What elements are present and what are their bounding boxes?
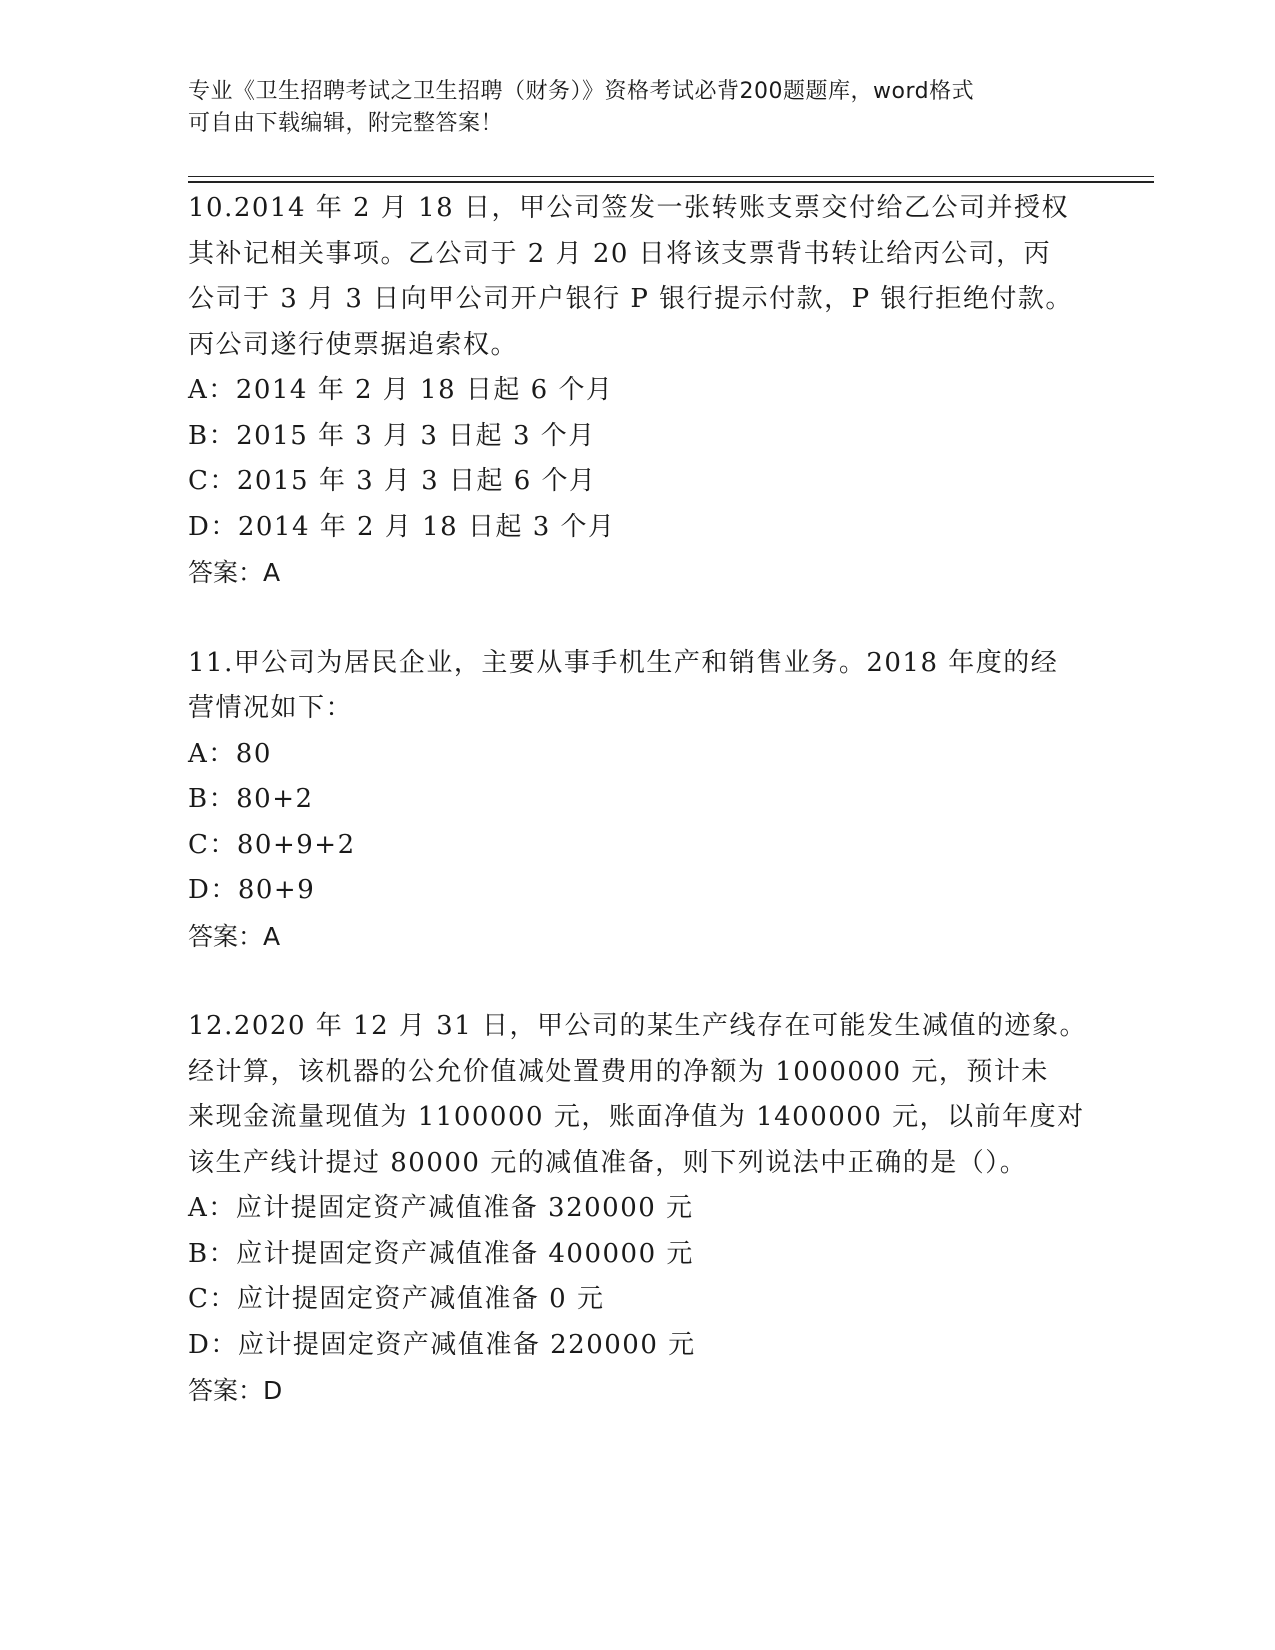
question-11-option-c: C：80+9+2 [188, 829, 356, 860]
question-12-option-d: D：应计提固定资产减值准备 220000 元 [188, 1329, 696, 1360]
question-12-line-1: 12.2020 年 12 月 31 日，甲公司的某生产线存在可能发生减值的迹象。 [188, 1011, 1088, 1041]
question-12-line-3: 来现金流量现值为 1100000 元，账面净值为 1400000 元，以前年度对 [188, 1102, 1085, 1132]
question-10-answer: 答案：A [188, 558, 281, 587]
question-10-line-4: 丙公司遂行使票据追索权。 [188, 329, 519, 360]
question-spacer [188, 959, 1088, 1004]
header-line-2: 可自由下载编辑，附完整答案！ [188, 111, 504, 136]
document-header [188, 76, 1068, 140]
question-10-option-a: A：2014 年 2 月 18 日起 6 个月 [188, 375, 614, 405]
question-10-line-3: 公司于 3 月 3 日向甲公司开户银行 P 银行提示付款，P 银行拒绝付款。 [188, 284, 1073, 314]
question-12-option-a: A：应计提固定资产减值准备 320000 元 [188, 1193, 694, 1223]
question-10-line-1: 10.2014 年 2 月 18 日，甲公司签发一张转账支票交付给乙公司并授权 [188, 193, 1069, 223]
header-rule-thin [188, 176, 1154, 177]
question-10-option-b: B：2015 年 3 月 3 日起 3 个月 [188, 420, 596, 451]
question-11-option-b: B：80+2 [188, 784, 314, 814]
header-line-1: 专业《卫生招聘考试之卫生招聘（财务）》资格考试必背200题题库，word格式 [188, 79, 975, 104]
question-11 [188, 641, 1088, 960]
question-11-line-1: 11.甲公司为居民企业，主要从事手机生产和销售业务。2018 年度的经 [188, 647, 1059, 678]
question-spacer [188, 596, 1088, 641]
question-10-line-2: 其补记相关事项。乙公司于 2 月 20 日将该支票背书转让给丙公司，丙 [188, 238, 1052, 269]
question-list [188, 186, 1088, 1414]
question-11-answer: 答案：A [188, 921, 281, 951]
question-11-option-a: A：80 [188, 738, 272, 769]
question-12-answer: 答案：D [188, 1376, 283, 1405]
question-12-option-c: C：应计提固定资产减值准备 0 元 [188, 1284, 605, 1314]
question-12-option-b: B：应计提固定资产减值准备 400000 元 [188, 1238, 694, 1269]
question-10-option-c: C：2015 年 3 月 3 日起 6 个月 [188, 466, 597, 496]
question-12-line-2: 经计算，该机器的公允价值减处置费用的净额为 1000000 元，预计未 [188, 1056, 1049, 1087]
question-11-line-2: 营情况如下： [188, 693, 354, 723]
header-rule-thick [188, 181, 1154, 183]
question-11-option-d: D：80+9 [188, 875, 316, 905]
question-10-option-d: D：2014 年 2 月 18 日起 3 个月 [188, 511, 616, 542]
question-12 [188, 1004, 1088, 1414]
question-12-line-4: 该生产线计提过 80000 元的减值准备，则下列说法中正确的是（）。 [188, 1147, 1028, 1178]
question-10 [188, 186, 1088, 596]
